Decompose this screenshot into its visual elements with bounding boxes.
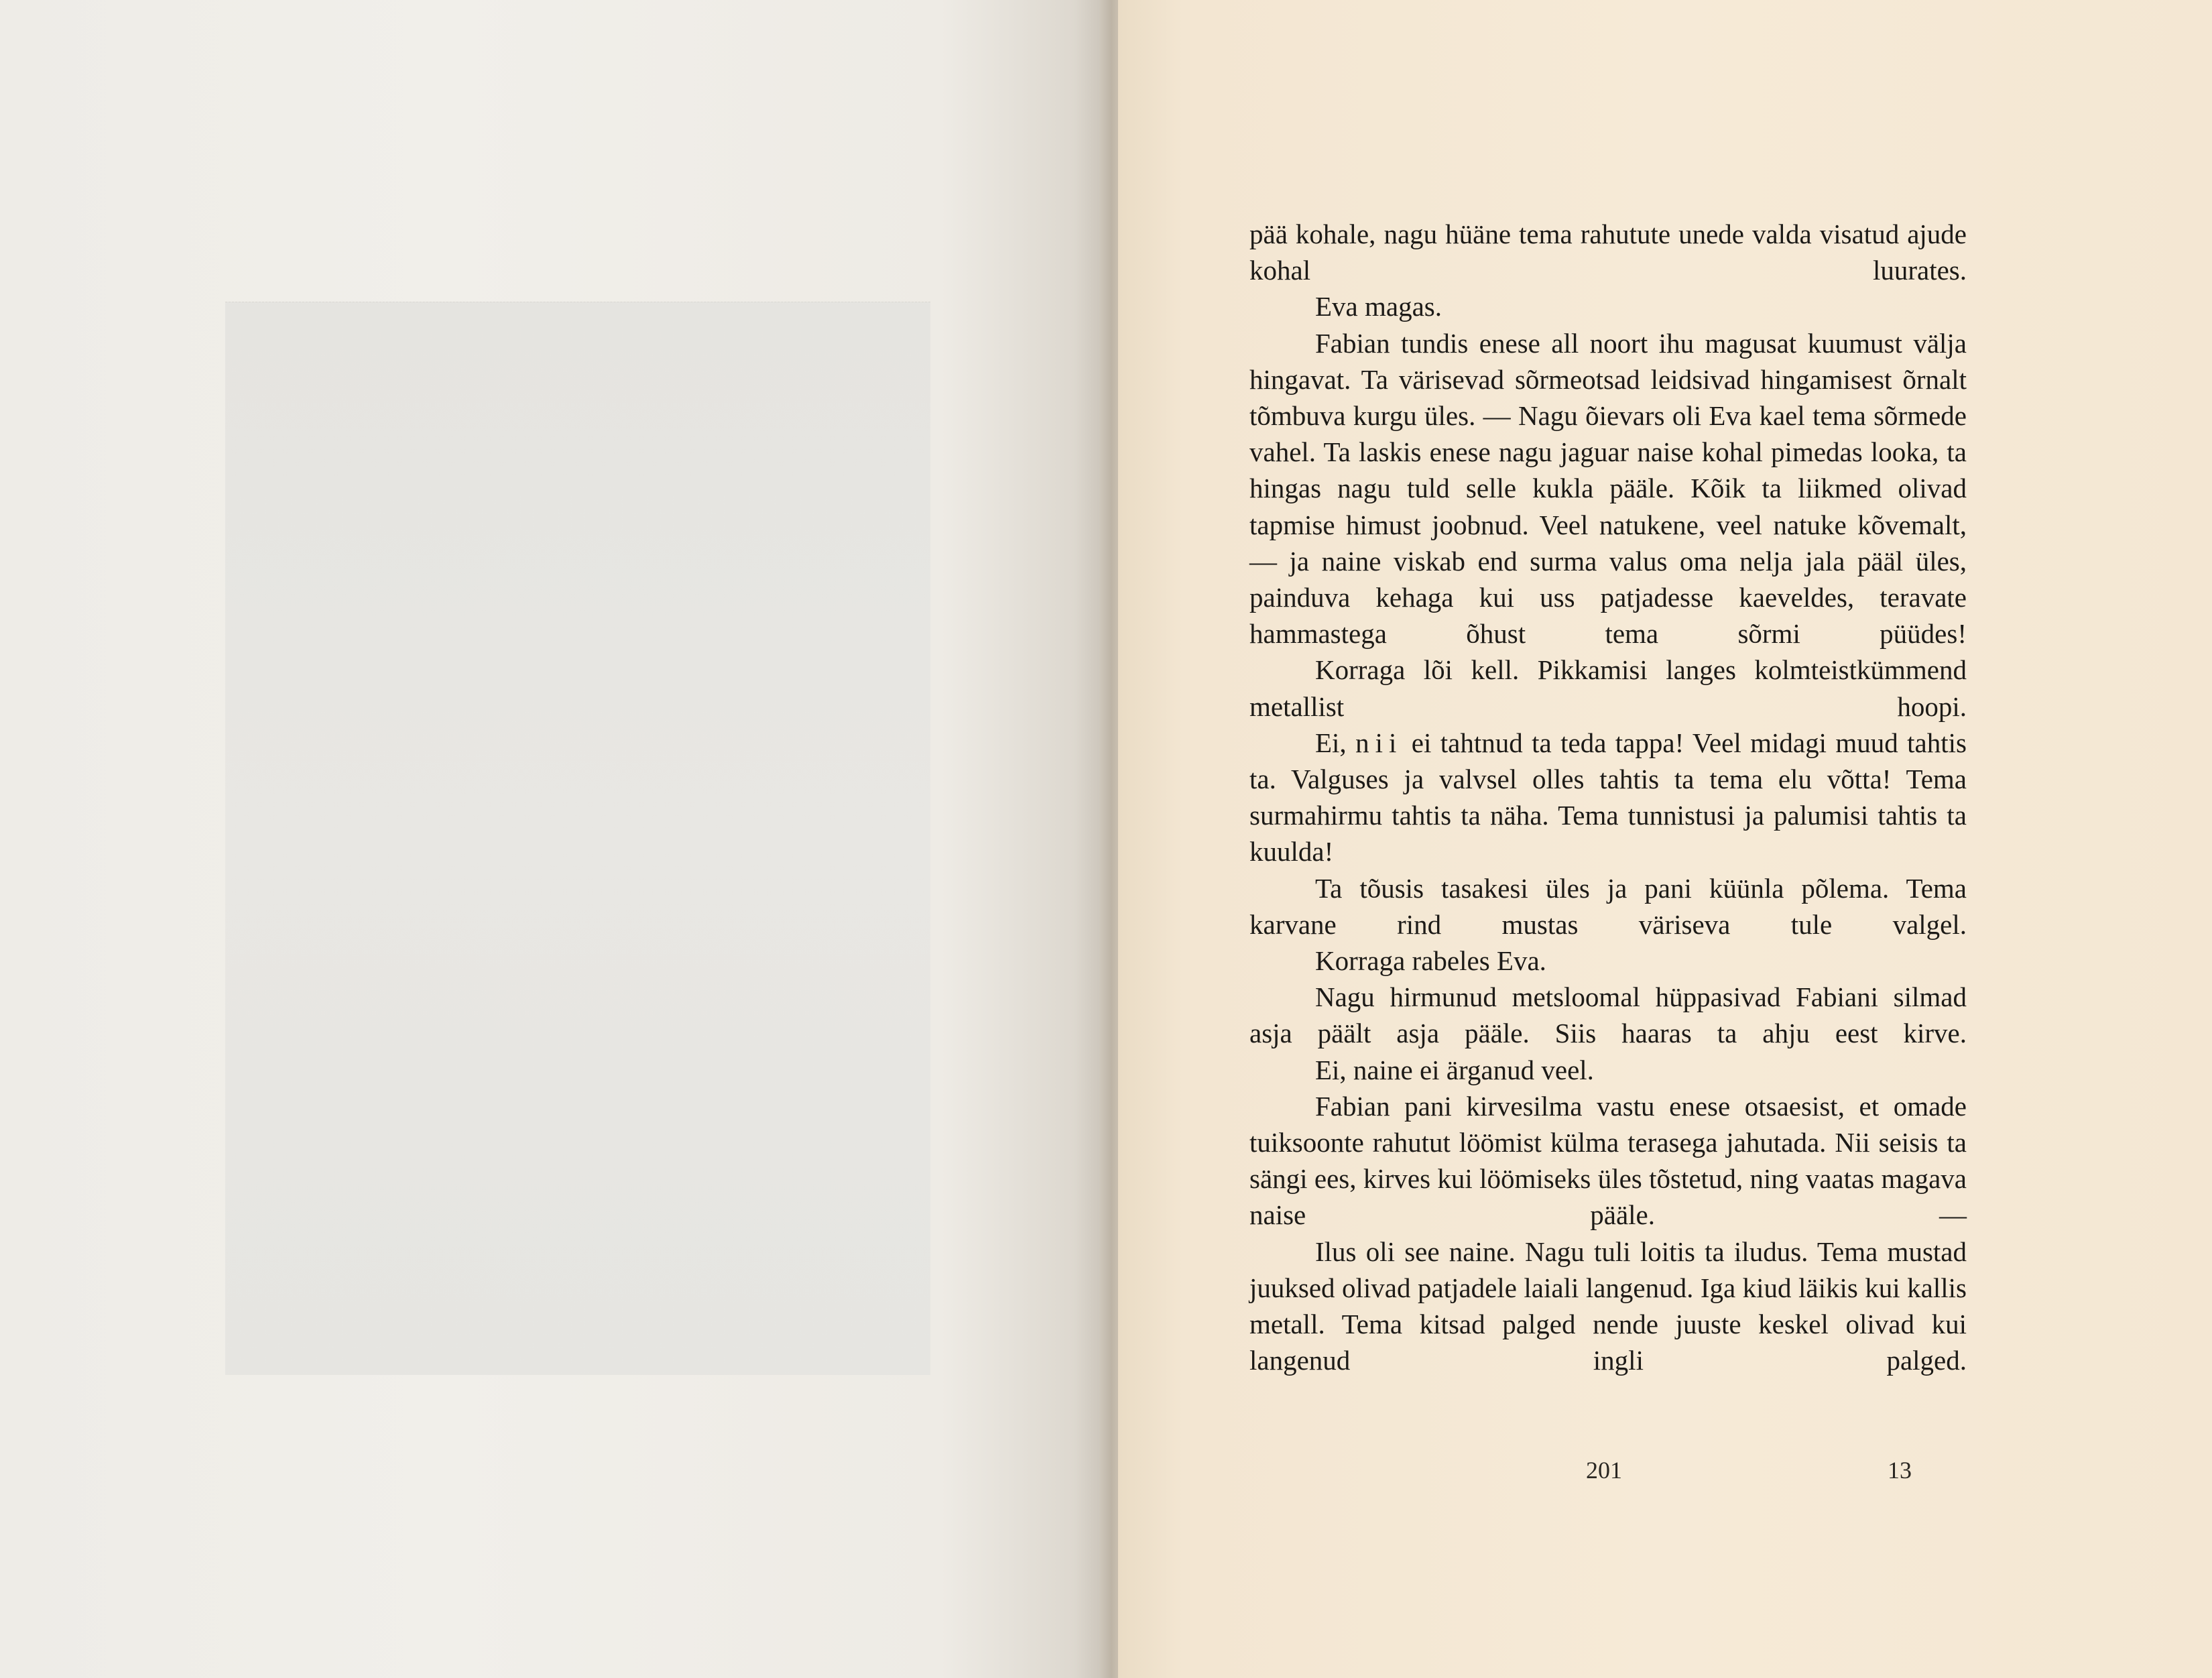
paragraph: Ta tõusis tasakesi üles ja pani küünla põlema. Tema karvane rind mustas väriseva tule valgel. xyxy=(1249,872,1967,940)
blank-plate-area xyxy=(225,302,930,1375)
paragraph: Eva magas. xyxy=(1315,291,1442,322)
page-number: 201 xyxy=(1586,1457,1622,1484)
paragraph: Korraga lõi kell. Pikkamisi langes kolmteistkümmend metallist hoopi. xyxy=(1249,654,1967,722)
emphasis-spaced: nii xyxy=(1355,727,1403,758)
paragraph: Fabian tundis enese all noort ihu magusat kuumust välja hingavat. Ta värisevad sõrmeotsad leidsivad hingamisest õrnalt tõmbuva kurgu üles. — Nagu õievars oli Eva kael tema sõrmede vahel. Ta laskis enese nagu jaguar naise kohal pimedas looka, ta hingas nagu tuld selle kukla pääle. Kõik ta liikmed olivad tapmise himust joobnud. Veel natukene, veel natuke kõvemalt, — ja naine viskab end surma valus oma nelja jala pääl üles, painduva kehaga kui uss patjadesse kaeveldes, teravate hammastega õhust tema sõrmi püüdes! xyxy=(1249,327,1967,650)
paragraph: Nagu hirmunud metsloomal hüppasivad Fabiani silmad asja päält asja pääle. Siis haaras ta ahju eest kirve. xyxy=(1249,981,1967,1049)
paragraph: Ei, naine ei ärganud veel. xyxy=(1315,1054,1594,1085)
body-text xyxy=(1249,216,1967,1379)
paragraph xyxy=(1249,725,1967,870)
paragraph-part: Ei, xyxy=(1315,727,1356,758)
paragraph: Korraga rabeles Eva. xyxy=(1315,945,1546,977)
paragraph: pää kohale, nagu hüäne tema rahutute unede valda visatud ajude kohal luurates. xyxy=(1249,219,1967,286)
signature-mark: 13 xyxy=(1888,1457,1912,1484)
paragraph: Ilus oli see naine. Nagu tuli loitis ta iludus. Tema mustad juuksed olivad patjadele laiali langenud. Iga kiud läikis kui kallis metall. Tema kitsad palged nende juuste keskel olivad kui langenud ingli palged. xyxy=(1249,1236,1967,1376)
paragraph: Fabian pani kirvesilma vastu enese otsaesist, et omade tuiksoonte rahutut löömist külma terasega jahutada. Nii seisis ta sängi ees, kirves kui löömiseks üles tõstetud, ning vaatas magava naise pääle. — xyxy=(1249,1090,1967,1231)
paragraph-part: ei tahtnud ta teda tappa! Veel midagi muud tahtis ta. Valguses ja valvsel olles tahtis ta tema elu võtta! Tema surmahirmu tahtis ta näha. Tema tunnistusi ja palumisi tahtis ta kuulda! xyxy=(1249,727,1967,867)
